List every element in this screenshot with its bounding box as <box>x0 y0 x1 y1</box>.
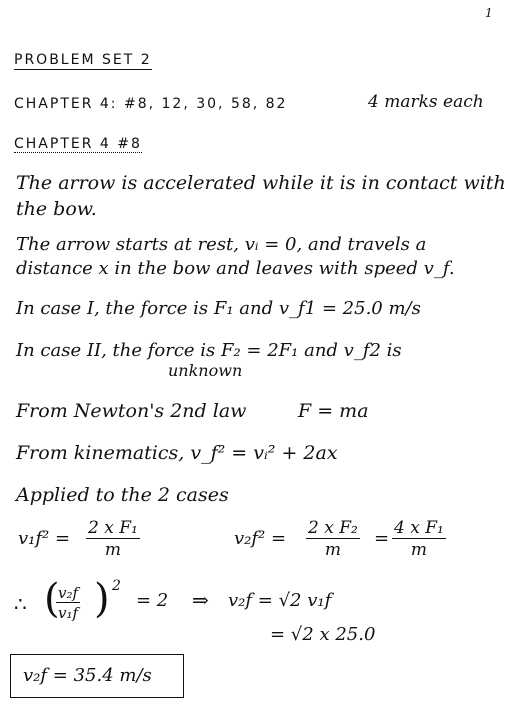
eq1-fraction <box>86 518 140 560</box>
page-number: 1 <box>485 6 493 20</box>
page-title: PROBLEM SET 2 <box>14 52 152 68</box>
text-line-5b: F = ma <box>298 400 369 422</box>
text-line-4b: unknown <box>168 361 243 380</box>
ratio-numerator: v₂f <box>58 584 79 602</box>
final-answer: v₂f = 35.4 m/s <box>23 665 152 686</box>
eq2-numerator-2: 4 x F₁ <box>394 518 444 538</box>
text-line-2a: The arrow starts at rest, vᵢ = 0, and travels a <box>16 234 427 255</box>
eq2-fraction-2 <box>392 518 446 560</box>
text-line-1b: the bow. <box>16 198 97 220</box>
close-paren: ) <box>94 576 110 622</box>
final-answer-box <box>10 654 184 698</box>
open-paren: ( <box>44 576 60 622</box>
ratio-denominator: v₁f <box>58 604 79 622</box>
ratio-rhs: = 2 <box>136 590 169 611</box>
eq2-lhs: v₂f² = <box>234 528 287 549</box>
eq2-fraction-1 <box>306 518 360 560</box>
text-line-5a: From Newton's 2nd law <box>16 400 247 422</box>
ratio-fraction <box>56 584 80 622</box>
result-line-1: v₂f = √2 v₁f <box>228 590 332 611</box>
marks-note: 4 marks each <box>368 92 484 112</box>
chapter-problems-line: CHAPTER 4: #8, 12, 30, 58, 82 <box>14 96 288 112</box>
section-heading: CHAPTER 4 #8 <box>14 136 142 152</box>
text-line-3: In case I, the force is F₁ and v_f1 = 25.0 m/s <box>16 298 421 319</box>
result-line-2: = √2 x 25.0 <box>270 624 376 645</box>
therefore-symbol: ∴ <box>14 592 27 616</box>
implies-arrow: ⇒ <box>192 588 209 612</box>
text-line-7: Applied to the 2 cases <box>16 484 229 506</box>
text-line-6: From kinematics, v_f² = vᵢ² + 2ax <box>16 442 338 464</box>
text-line-4a: In case II, the force is F₂ = 2F₁ and v_f2 is <box>16 340 402 361</box>
eq1-numerator: 2 x F₁ <box>88 518 138 538</box>
eq2-numerator-1: 2 x F₂ <box>308 518 358 538</box>
text-line-1a: The arrow is accelerated while it is in contact with <box>16 172 506 194</box>
eq2-denominator-2: m <box>410 540 427 560</box>
eq2-denominator-1: m <box>324 540 341 560</box>
text-line-2b: distance x in the bow and leaves with speed v_f. <box>16 258 455 279</box>
eq2-equals: = <box>374 528 390 549</box>
eq1-denominator: m <box>104 540 121 560</box>
ratio-power: 2 <box>112 578 121 594</box>
eq1-lhs: v₁f² = <box>18 528 71 549</box>
